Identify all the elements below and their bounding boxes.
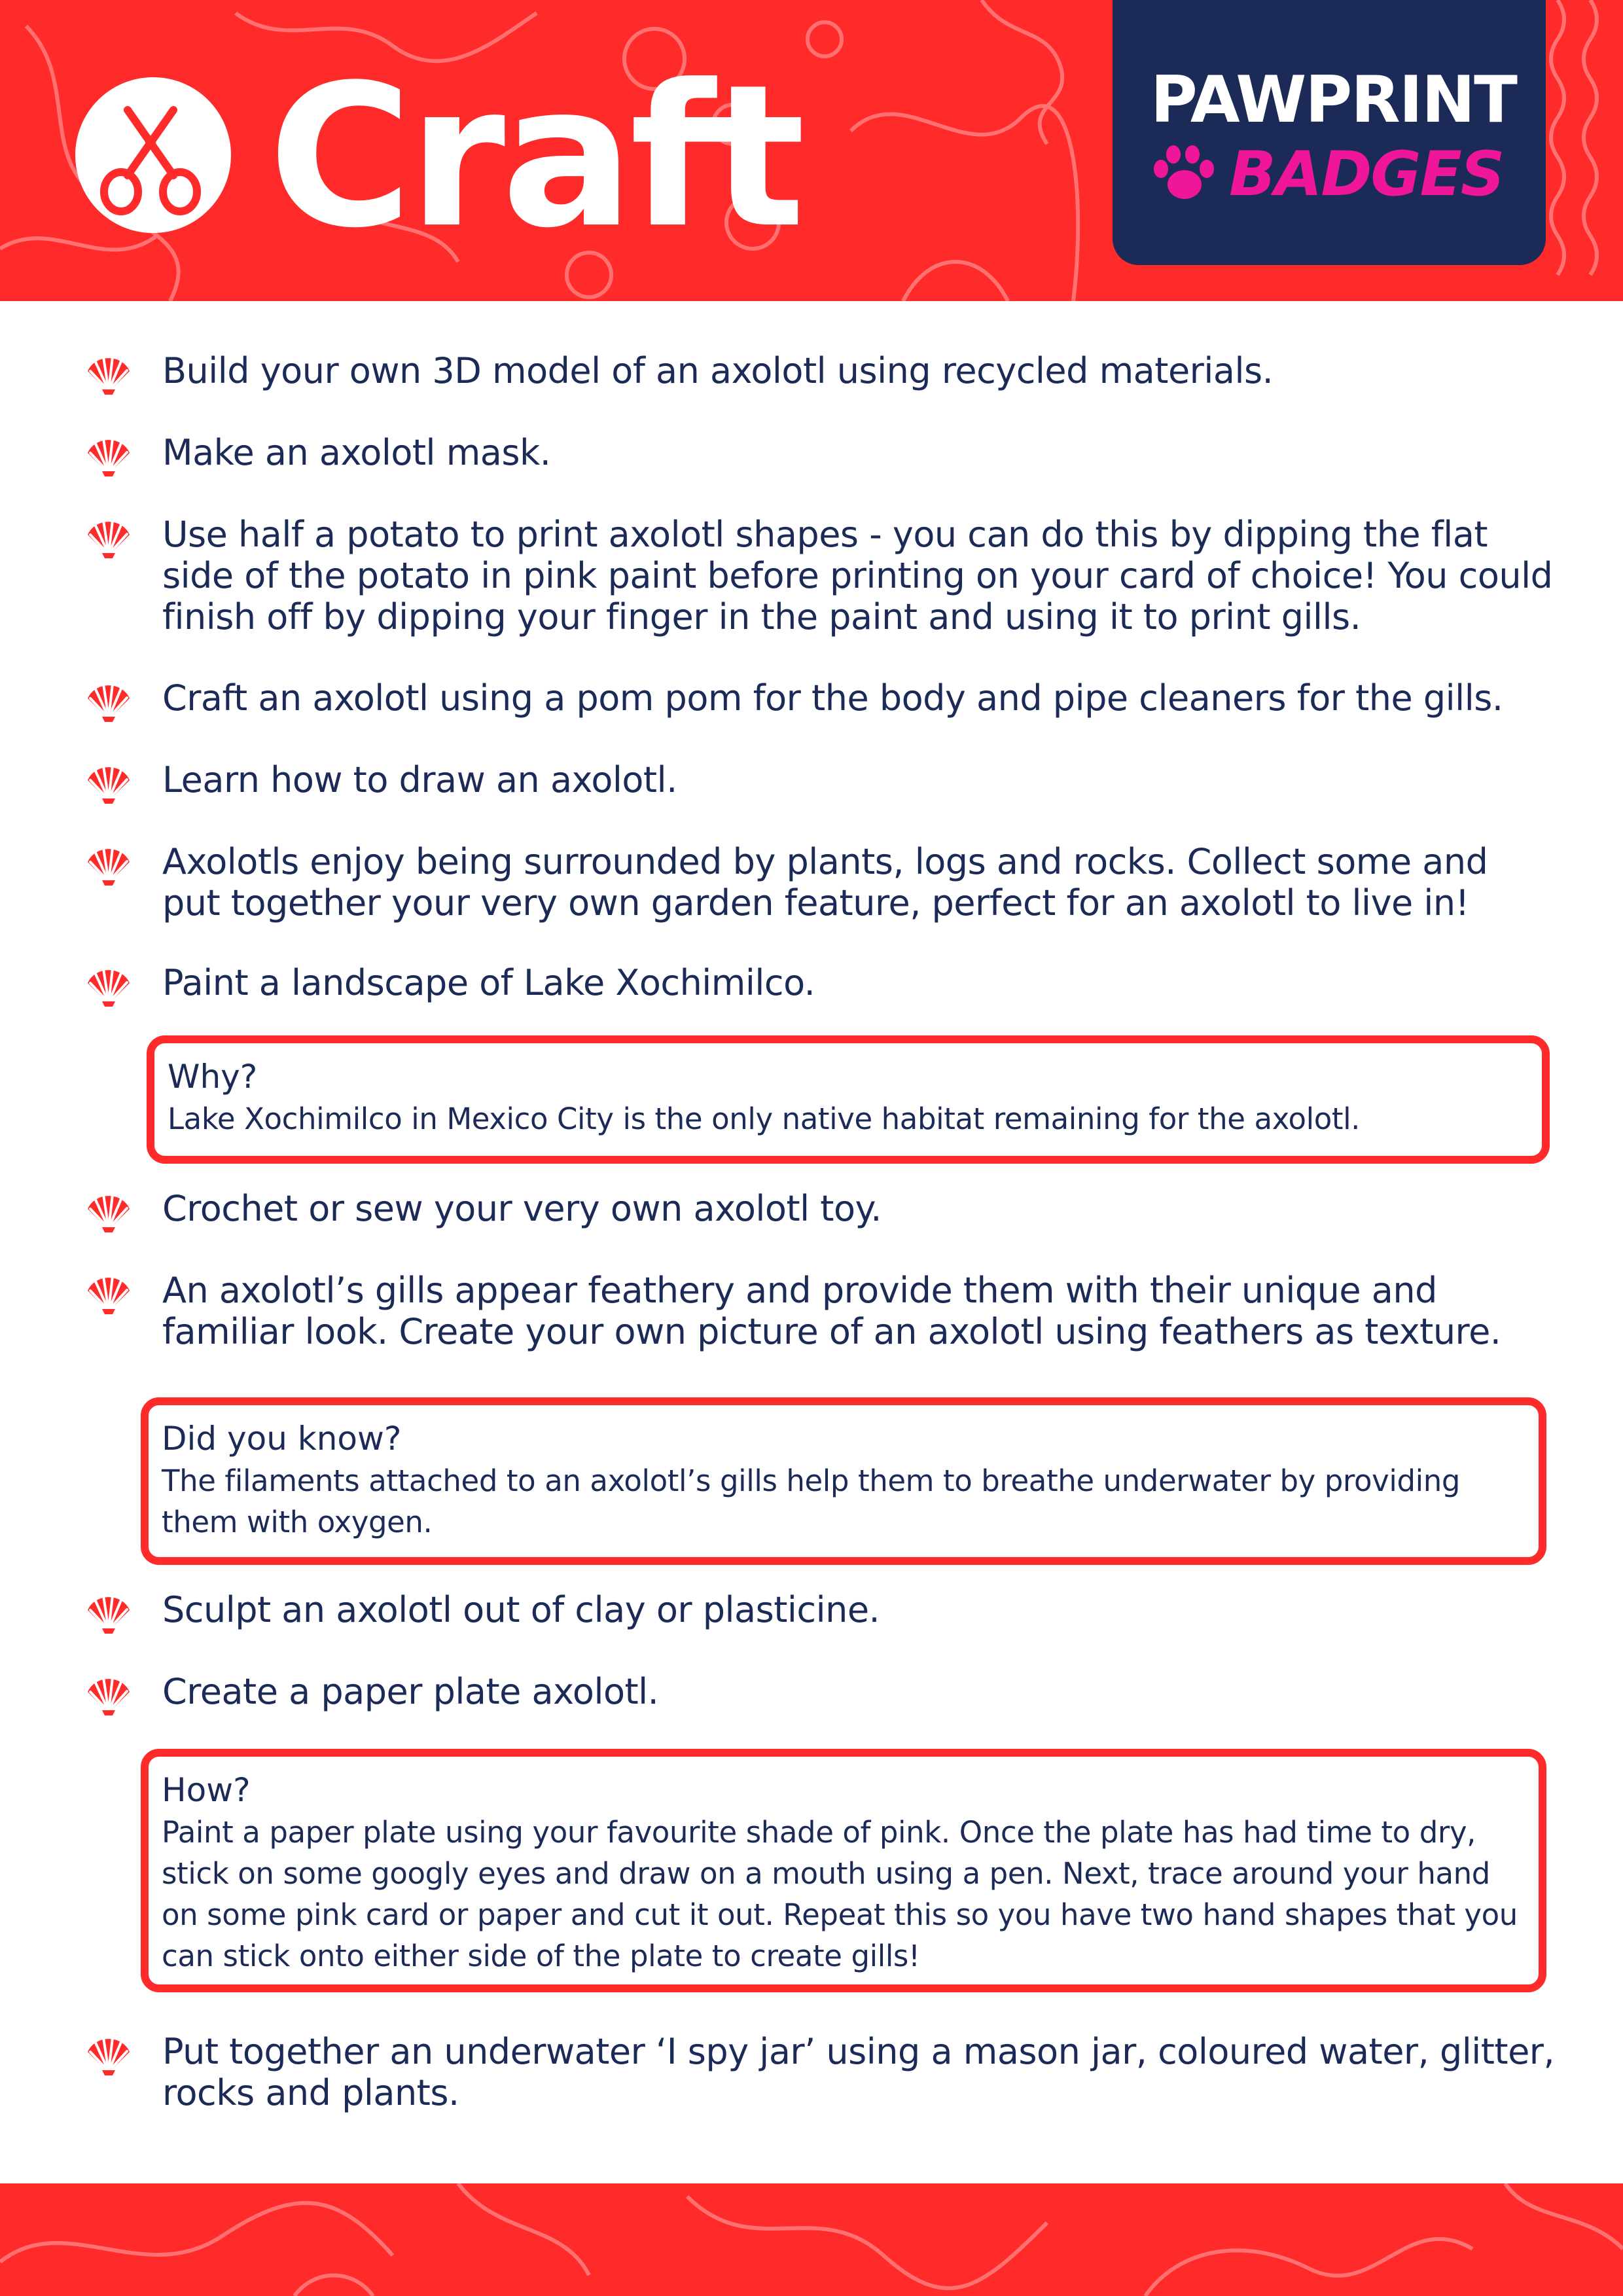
item-text: Crochet or sew your very own axolotl toy. [162,1188,882,1229]
shell-icon [84,1189,134,1234]
note-title: How? [162,1771,251,1809]
footer-band [0,2183,1623,2296]
how-note [141,1749,1546,1992]
item-text: Sculpt an axolotl out of clay or plasticine. [162,1589,880,1630]
item-text: An axolotl’s gills appear feathery and provide them with their unique and familiar look. Create your own picture of an axolotl using feathers as texture. [162,1270,1501,1352]
brand-name-line2: BADGES [1229,139,1504,210]
scissors-icon [75,77,231,233]
shell-icon [84,1672,134,1717]
note-title: Why? [168,1058,258,1096]
item-text: Create a paper plate axolotl. [162,1671,659,1712]
header-band [0,0,1623,301]
page-title: Craft [268,43,802,271]
footer-pattern [0,2183,1623,2296]
shell-icon [84,761,134,805]
item-text: Axolotls enjoy being surrounded by plants, logs and rocks. Collect some and put together your very own garden feature, perfect for an axolotl to live in! [162,841,1488,924]
shell-icon [84,433,134,478]
shell-icon [84,1590,134,1635]
item-text: Use half a potato to print axolotl shapes - you can do this by dipping the flat side of the potato in pink paint before printing on your card of choice! You could finish off by dipping your finger in the paint and using it to print gills. [162,514,1553,637]
brand-name-line1: PAWPRINT [1150,63,1516,137]
item-text: Put together an underwater ‘I spy jar’ using a mason jar, coloured water, glitter, rocks and plants. [162,2031,1555,2113]
shell-icon [84,351,134,396]
shell-icon [84,515,134,560]
shell-icon [84,2032,134,2077]
shell-icon [84,679,134,723]
note-body: Lake Xochimilco in Mexico City is the only native habitat remaining for the axolotl. [168,1102,1361,1136]
note-title: Did you know? [162,1420,402,1458]
note-body: Paint a paper plate using your favourite shade of pink. Once the plate has had time to dry, stick on some googly eyes and draw on a mouth using a pen. Next, trace around your hand on some pink card or paper and cut it out. Repeat this so you have two hand shapes that you can stick onto either side of the plate to create gills! [162,1815,1518,1973]
item-text: Learn how to draw an axolotl. [162,759,677,800]
brand-logo [1113,0,1546,265]
why-note [147,1035,1550,1164]
item-text: Craft an axolotl using a pom pom for the body and pipe cleaners for the gills. [162,677,1503,719]
did-you-know-note [141,1397,1546,1565]
paw-icon [1152,144,1217,203]
shell-icon [84,1271,134,1316]
item-text: Paint a landscape of Lake Xochimilco. [162,962,815,1003]
item-text: Make an axolotl mask. [162,432,551,473]
note-body: The filaments attached to an axolotl’s gills help them to breathe underwater by providing them with oxygen. [162,1463,1461,1539]
item-text: Build your own 3D model of an axolotl using recycled materials. [162,350,1274,391]
shell-icon [84,963,134,1008]
shell-icon [84,842,134,887]
